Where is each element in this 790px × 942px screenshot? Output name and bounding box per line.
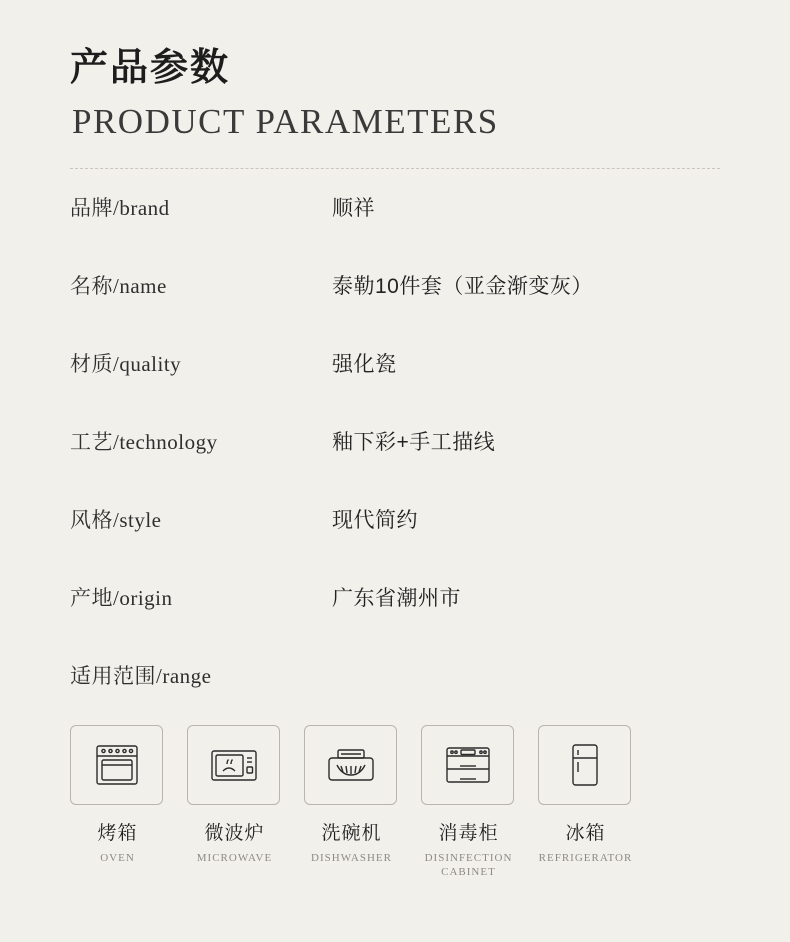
spec-label-en: /range xyxy=(156,663,212,688)
spec-label-cn: 工艺 xyxy=(70,430,113,454)
appliance-icon-frame xyxy=(187,725,280,805)
spec-label-cn: 产地 xyxy=(70,586,113,610)
appliance-name-cn: 微波炉 xyxy=(204,822,265,844)
spec-label-en: /name xyxy=(113,273,167,298)
spec-value-quality: 强化瓷 xyxy=(332,352,397,376)
appliance-name-en: REFRIGERATOR xyxy=(538,851,633,864)
spec-label-cn: 适用范围 xyxy=(70,664,156,688)
spec-label-quality xyxy=(70,351,332,378)
appliance-list xyxy=(70,725,720,880)
spec-value-brand: 顺祥 xyxy=(332,196,375,220)
spec-label-origin xyxy=(70,585,332,612)
appliance-name-cn: 消毒柜 xyxy=(438,822,499,844)
spec-label-cn: 风格 xyxy=(70,508,113,532)
spec-row-style xyxy=(70,507,720,585)
appliance-icon-frame xyxy=(421,725,514,805)
appliance-oven xyxy=(70,725,165,880)
spec-label-en: /technology xyxy=(113,429,218,454)
page-header xyxy=(70,0,720,142)
header-divider xyxy=(70,168,720,169)
spec-label-cn: 名称 xyxy=(70,274,113,298)
spec-label-brand xyxy=(70,195,332,222)
microwave-icon xyxy=(207,738,261,792)
spec-value-style: 现代简约 xyxy=(332,508,418,532)
appliance-icon-frame xyxy=(538,725,631,805)
spec-label-name xyxy=(70,273,332,300)
appliance-microwave xyxy=(187,725,282,880)
refrigerator-icon xyxy=(558,738,612,792)
spec-value-origin: 广东省潮州市 xyxy=(332,586,461,610)
appliance-name-en: DISINFECTION CABINET xyxy=(424,851,513,879)
spec-label-en: /brand xyxy=(113,195,170,220)
spec-list xyxy=(70,195,720,721)
appliance-name-en: DISHWASHER xyxy=(311,851,392,864)
appliance-name-en: OVEN xyxy=(100,851,135,864)
spec-label-cn: 品牌 xyxy=(70,196,113,220)
appliance-name-en: MICROWAVE xyxy=(196,851,273,864)
appliance-disinfection-cabinet xyxy=(421,725,516,880)
spec-label-en: /origin xyxy=(113,585,173,610)
spec-label-en: /style xyxy=(113,507,162,532)
spec-row-origin xyxy=(70,585,720,663)
appliance-icon-frame xyxy=(70,725,163,805)
disinfection-cabinet-icon xyxy=(441,738,495,792)
spec-label-range xyxy=(70,663,332,690)
spec-label-cn: 材质 xyxy=(70,352,113,376)
spec-label-style xyxy=(70,507,332,534)
spec-label-technology xyxy=(70,429,332,456)
oven-icon xyxy=(90,738,144,792)
spec-row-quality xyxy=(70,351,720,429)
spec-label-en: /quality xyxy=(113,351,182,376)
spec-value-name: 泰勒10件套（亚金渐变灰） xyxy=(332,274,593,298)
spec-row-name xyxy=(70,273,720,351)
appliance-icon-frame xyxy=(304,725,397,805)
dishwasher-icon xyxy=(324,738,378,792)
spec-row-range xyxy=(70,663,720,721)
page-subtitle: PRODUCT PARAMETERS xyxy=(72,101,499,141)
appliance-refrigerator xyxy=(538,725,633,880)
spec-value-technology: 釉下彩+手工描线 xyxy=(332,430,496,454)
appliance-dishwasher xyxy=(304,725,399,880)
appliance-name-cn: 洗碗机 xyxy=(321,822,382,844)
appliance-name-cn: 冰箱 xyxy=(565,822,606,844)
spec-row-brand xyxy=(70,195,720,273)
page-title: 产品参数 xyxy=(70,47,231,89)
spec-row-technology xyxy=(70,429,720,507)
appliance-name-cn: 烤箱 xyxy=(97,822,138,844)
